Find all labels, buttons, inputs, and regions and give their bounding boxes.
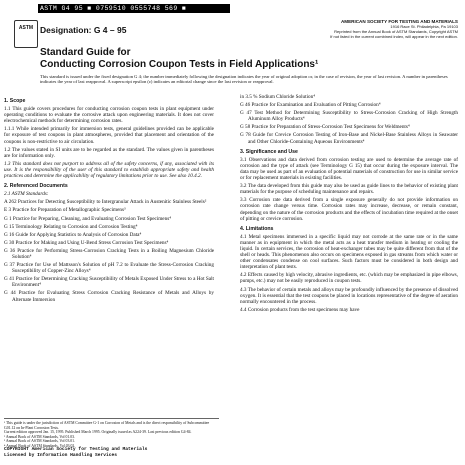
paragraph-4-2: 4.2 Effects caused by high velocity, abrasive ingredients, etc. (which may be emphasized in pipe elbows, pumps, etc.) may not be easily reproduced in coupon tests. — [240, 272, 458, 285]
paragraph-4-3: 4.3 The behavior of certain metals and alloys may be profoundly influenced by the presence of dissolved oxygen. It is essential that the test coupons be placed in locations representative of the degree of aeration normally encountered in the process. — [240, 286, 458, 305]
issuance-note: This standard is issued under the fixed designation G 4; the number immediately following the designation indicates the year of original adoption or, in the case of revision, the year of last revision. A number in parentheses indicates the year of last reapproval. A superscript epsilon (ε) indicates an editorial change since the last revision or reapproval. — [40, 74, 448, 85]
copyright-line: COPYRIGHT American Society for Testing and Materials — [4, 447, 148, 452]
paragraph-1-3: 1.3 This standard does not purport to address all of the safety concerns, if any, associated with its use. It is the responsibility of the user of this standard to establish appropriate safety and health practices and determine the applicability of regulatory limitations prior to use. See also 10.4.2. — [4, 160, 214, 180]
footnote: ² Annual Book of ASTM Standards, Vol 01.03. — [4, 434, 76, 439]
paragraph-3-1: 3.1 Observations and data derived from corrosion testing are used to determine the average rate of corrosion and the type of attack (see Terminology G 15) that occur during the exposure interval. The data may be used as part of an evaluation of potential materials of construction for use in similar service or for replacement materials in existing facilities. — [240, 156, 458, 182]
paragraph-1-1: 1.1 This guide covers procedures for conducting corrosion coupon tests in plant equipment under operating conditions to evaluate the corrosive attack upon engineering materials. It does not cover electrochemical methods for determining corrosion rates. — [4, 106, 214, 125]
reference-item: G 41 Practice for Determining Cracking Susceptibility of Metals Exposed Under Stress to a Hot Salt Environment⁴ — [4, 276, 214, 289]
reference-item: G 46 Practice for Examination and Evaluation of Pitting Corrosion⁴ — [240, 102, 381, 109]
paragraph-4-1: 4.1 Metal specimens immersed in a specific liquid may not corrode at the same rate or in the same manner as in equipment in which the metal acts as a heat transfer medium in heating or cooling the liquid. In certain services, the corrosion of heat-exchanger tubes may be quite different from that of the shell or heads. This phenomenon also occurs on specimens exposed in gas streams from which water or other condensates condense on cool surfaces. Such factors must be considered in both design and interpretation of plant tests. — [240, 233, 458, 271]
reference-item: G 44 Practice for Evaluating Stress Corrosion Cracking Resistance of Metals and Alloys by Alternate Immersion — [4, 290, 214, 303]
reference-item: G 16 Guide for Applying Statistics to Analysis of Corrosion Data⁴ — [4, 231, 142, 238]
reference-item: G 37 Practice for Use of Mattsson's Solution of pH 7.2 to Evaluate the Stress-Corrosion Cracking Susceptibility of Copper-Zinc Alloys⁴ — [4, 262, 214, 275]
reference-item: G 58 Practice for Preparation of Stress-Corrosion Test Specimens for Weldments⁴ — [240, 124, 410, 131]
reference-item: G 15 Terminology Relating to Corrosion and Corrosion Testing⁴ — [4, 223, 138, 230]
license-line: Licensed by Information Handling Services — [4, 453, 118, 458]
footnote: ⁴ Annual Book of ASTM Standards, Vol 03.02. — [4, 443, 76, 448]
reference-item: A 262 Practices for Detecting Susceptibility to Intergranular Attack in Austenitic Stainless Steels² — [4, 199, 207, 206]
publisher-address: 1916 Race St. Philadelphia, Pa 19103 — [390, 24, 458, 29]
reference-item: G 36 Practice for Performing Stress-Corrosion Cracking Tests in a Boiling Magnesium Chloride Solution⁴ — [4, 247, 214, 260]
astm-standards-heading: 2.1 ASTM Standards: — [4, 191, 49, 198]
paragraph-4-4: 4.4 Corrosion products from the test specimens may have — [240, 306, 360, 313]
scope-heading: 1. Scope — [4, 98, 26, 104]
publisher-line: If not listed in the current combined index, will appear in the next edition. — [330, 34, 458, 39]
document-id-bar: ASTM G4 95 ■ 0759510 0555748 569 ■ — [38, 4, 230, 13]
paragraph-3-3: 3.3 Corrosion rate data derived from a single exposure generally do not provide information on corrosion rate change versus time. Corrosion rates may increase, decrease, or remain constant, depending on the nature of the corrosion products and the effects of incubation time required at the onset of pitting or crevice corrosion. — [240, 197, 458, 222]
significance-heading: 3. Significance and Use — [240, 148, 298, 155]
footnotes — [4, 418, 219, 448]
logo-text: ASTM — [18, 25, 34, 31]
footnote: Current edition approved Jan. 15, 1995. Published March 1995. Originally issued as A224-39. Last previous edition G4-84. — [4, 430, 192, 434]
title-line-2: Conducting Corrosion Coupon Tests in Field Applications¹ — [40, 59, 319, 70]
reference-item: G 1 Practice for Preparing, Cleaning, and Evaluating Corrosion Test Specimens⁴ — [4, 215, 172, 222]
title-line-1: Standard Guide for — [40, 47, 131, 58]
designation: Designation: G 4 – 95 — [40, 25, 127, 35]
paragraph-1-1-1: 1.1.1 While intended primarily for immersion tests, general guidelines provided can be applicable for exposure of test coupons in plant atmospheres, provided that placement and orientation of the coupons is non-restrictive to air circulation. — [4, 126, 214, 145]
right-column — [240, 94, 458, 315]
paragraph-3-2: 3.2 The data developed from this guide may also be used as guide lines to the behavior of existing plant materials for the purpose of scheduling maintenance and repairs. — [240, 183, 458, 196]
reference-item: in 3.5 % Sodium Chloride Solution⁴ — [240, 94, 316, 100]
reference-item: E 3 Practice for Preparation of Metallographic Specimens³ — [4, 207, 126, 214]
astm-logo — [14, 20, 38, 48]
publisher-block — [298, 19, 458, 39]
reference-item: G 47 Test Method for Determining Susceptibility to Stress-Corrosion Cracking of High Strength Aluminum Alloy Products⁴ — [240, 110, 458, 123]
footnote: ³ Annual Book of ASTM Standards, Vol 03.01. — [4, 439, 76, 443]
left-column — [4, 94, 214, 305]
publisher-line: Reprinted from the Annual Book of ASTM Standards, Copyright ASTM — [334, 29, 458, 34]
reference-item: G 30 Practice for Making and Using U-Bend Stress Corrosion Test Specimens⁴ — [4, 239, 169, 246]
paragraph-1-2: 1.2 The values stated in SI units are to be regarded as the standard. The values given in parentheses are for information only. — [4, 146, 214, 159]
copyright-notice — [4, 447, 244, 459]
publisher-name: AMERICAN SOCIETY FOR TESTING AND MATERIALS — [340, 19, 458, 24]
reference-item: G 78 Guide for Crevice Corrosion Testing of Iron-Base and Nickel-Base Stainless Alloys in Seawater and Other Chloride-Containing Aqueous Environments⁴ — [240, 132, 458, 145]
document-title — [40, 47, 420, 71]
referenced-documents-heading: 2. Referenced Documents — [4, 183, 68, 190]
limitations-heading: 4. Limitations — [240, 225, 274, 232]
footnote: ¹ This guide is under the jurisdiction of ASTM Committee G-1 on Corrosion of Metals and is the direct responsibility of Subcommittee G01.12 on In-Plant Corrosion Tests. — [4, 421, 210, 430]
